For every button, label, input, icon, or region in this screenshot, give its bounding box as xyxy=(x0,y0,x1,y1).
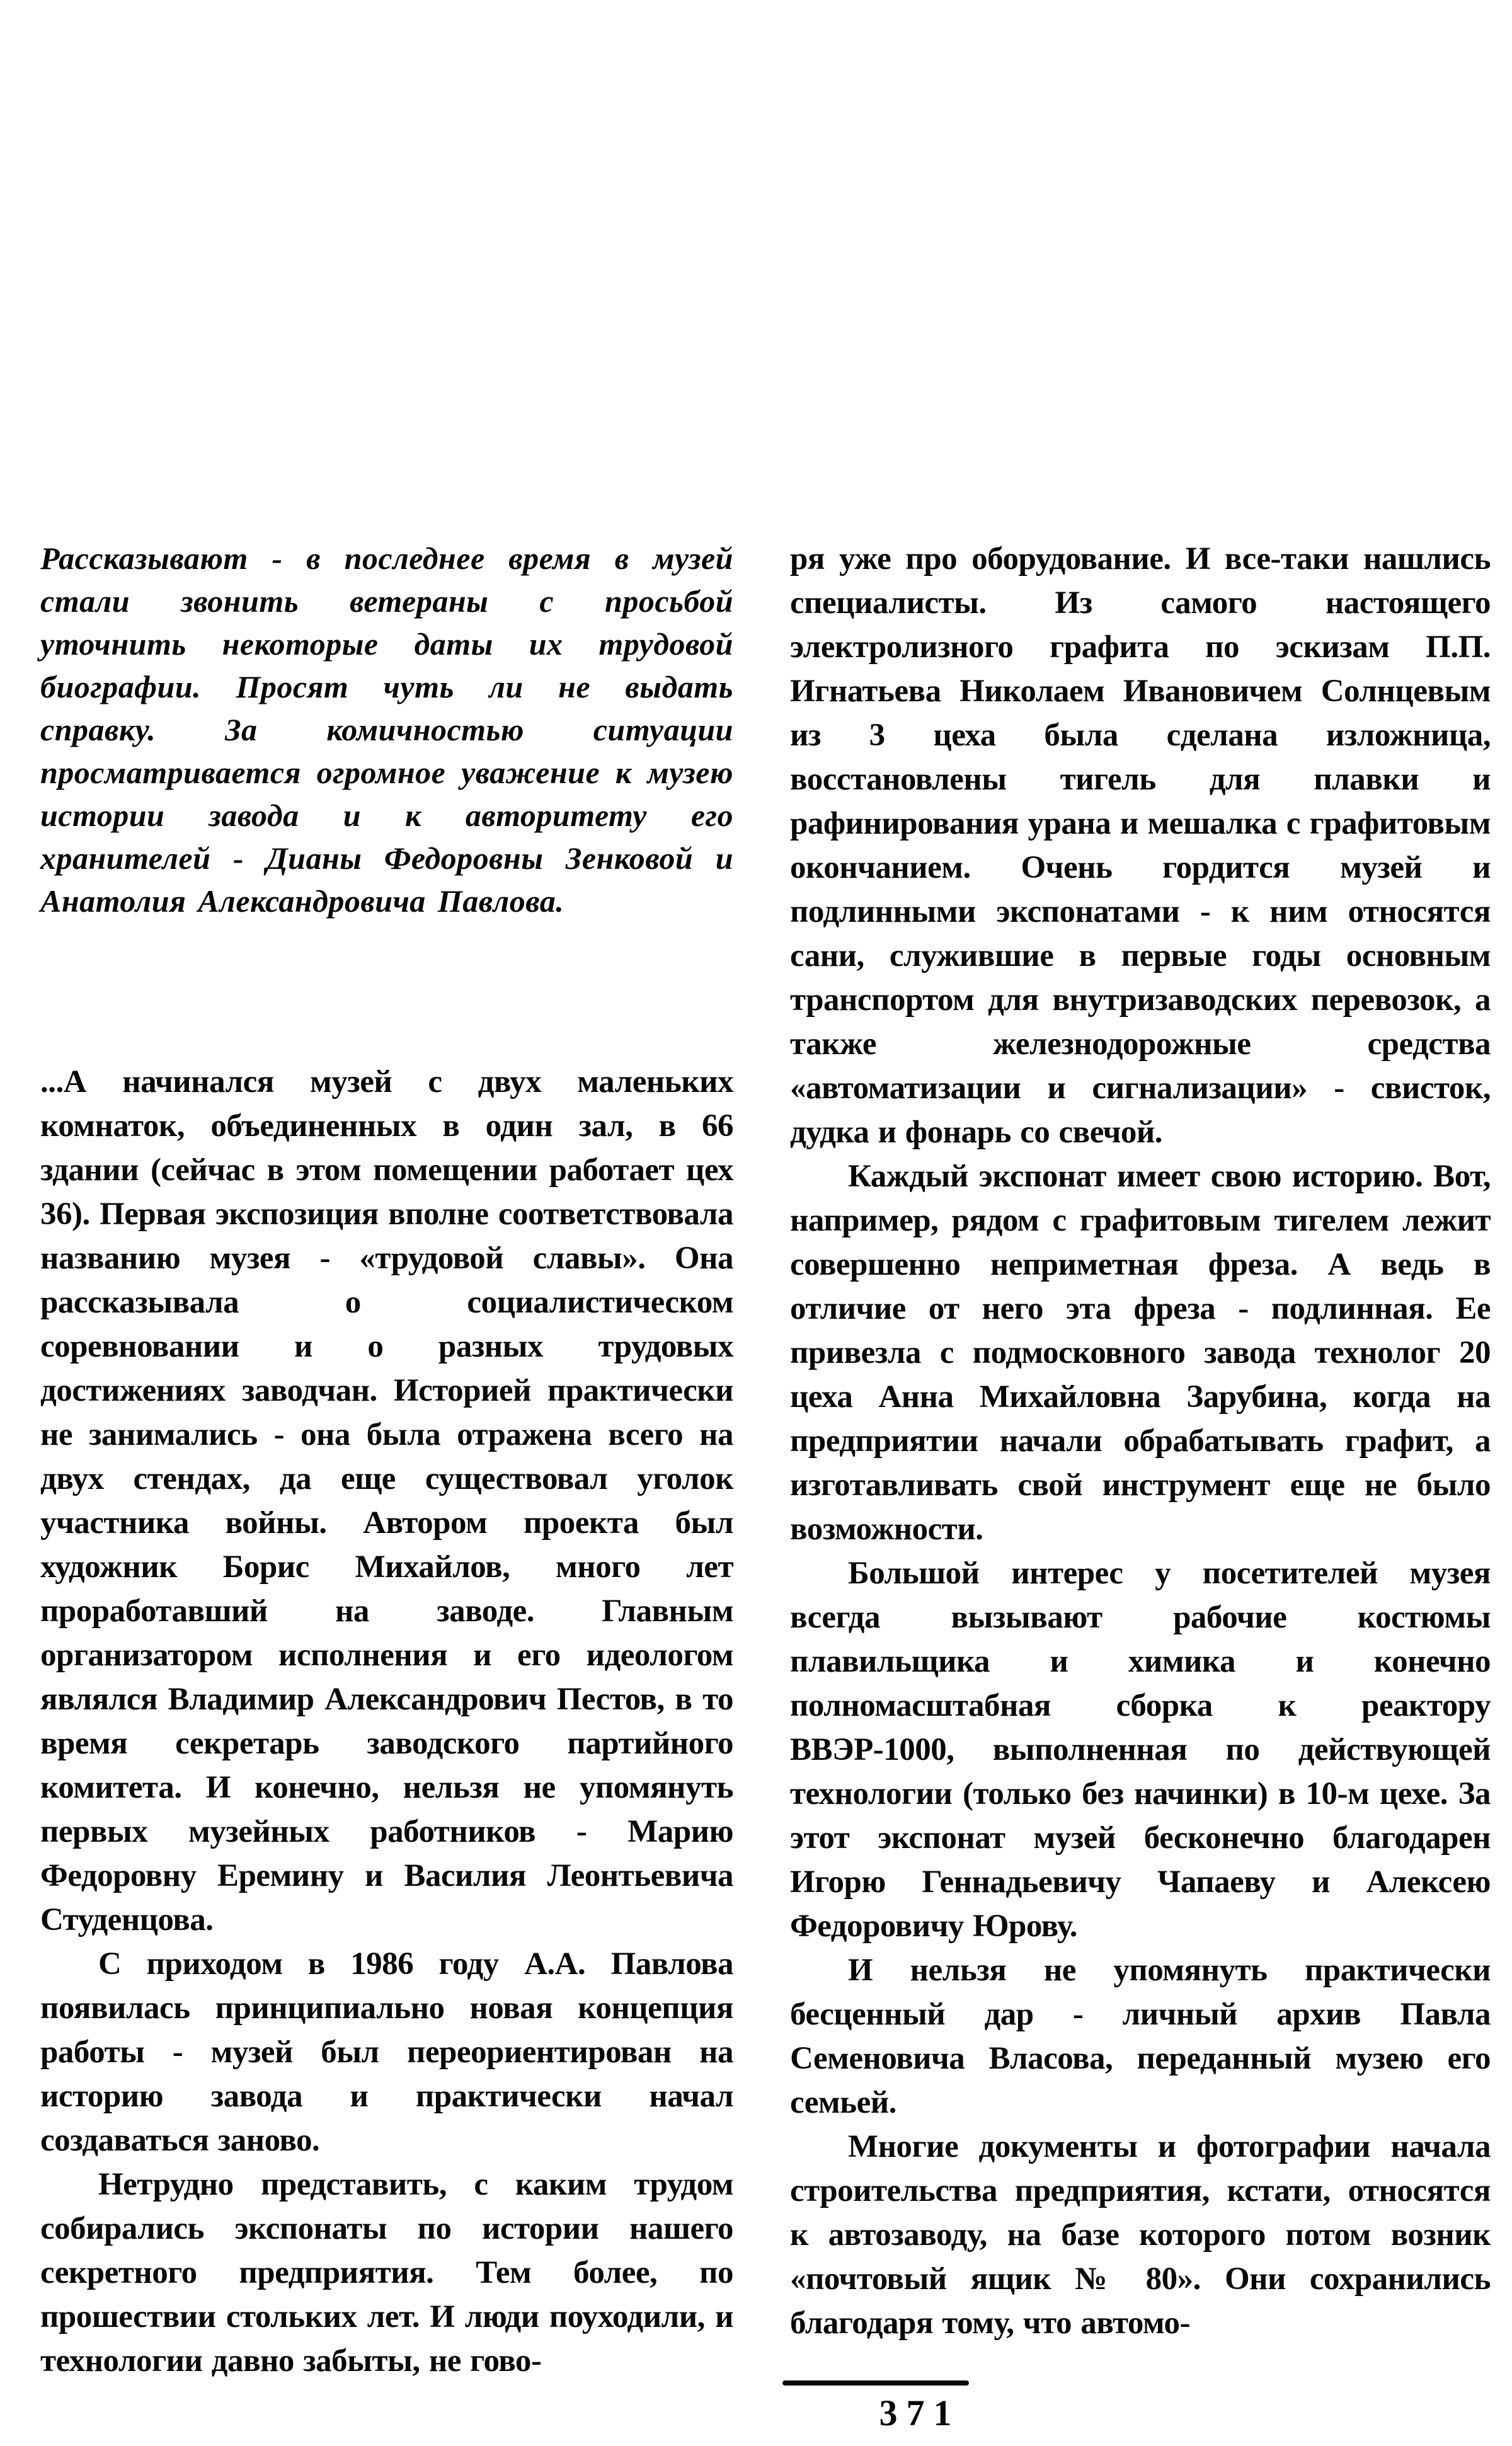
paragraph-vlasov-archive: И нельзя не упомянуть практически бесценный дар - личный архив Павла Семеновича Власова, переданный музею его семьей. xyxy=(790,1953,1491,2120)
left-text-column xyxy=(40,537,733,2383)
paragraph-museum-beginning: ...А начинался музей с двух маленьких комнаток, объединенных в один зал, в 66 здании (сейчас в этом помещении работает цех 36). Первая экспозиция вполне соответствовала названию музея - «трудовой славы». Она рассказывала о социалистическом соревновании и о разных трудовых достижениях заводчан. Историей практически не занимались - она была отражена всего на двух стендах, да еще существовал уголок участника войны. Автором проекта был художник Борис Михайлов, много лет проработавший на заводе. Главным организатором исполнения и его идеологом являлся Владимир Александрович Пестов, в то время секретарь заводского партийного комитета. И конечно, нельзя не упомянуть первых музейных работников - Марию Федоровну Еремину и Василия Леонтьевича Студенцова. xyxy=(40,1064,733,1938)
paragraph-documents-photos: Многие документы и фотографии начала строительства предприятия, кстати, относятся к автозаводу, на базе которого потом возник «почтовый ящик № 80». Они сохранились благодаря тому, что автомо- xyxy=(790,2129,1491,2341)
paragraph-exhibit-history: Каждый экспонат имеет свою историю. Вот, например, рядом с графитовым тигелем лежит совершенно неприметная фреза. А ведь в отличие от него эта фреза - подлинная. Ее привезла с подмосковного завода технолог 20 цеха Анна Михайловна Зарубина, когда на предприятии начали обрабатывать графит, а изготавливать свой инструмент еще не было возможности. xyxy=(790,1159,1491,1547)
intro-italic-paragraph: Рассказывают - в последнее время в музей стали звонить ветераны с просьбой уточнить некоторые даты их трудовой биографии. Просят чуть ли не выдать справку. За комичностью ситуации просматривается огромное уважение к музею истории завода и к авторитету его хранителей - Дианы Федоровны Зенковой и Анатолия Александровича Павлова. xyxy=(40,541,733,919)
footer-divider-rule xyxy=(782,2380,969,2386)
paragraph-visitor-interest: Большой интерес у посетителей музея всегда вызывают рабочие костюмы плавильщика и химика и конечно полномасштабная сборка к реактору ВВЭР-1000, выполненная по действующей технологии (только без начинки) в 10-м цехе. За этот экспонат музей бесконечно благодарен Игорю Геннадьевичу Чапаеву и Алексею Федоровичу Юрову. xyxy=(790,1556,1491,1944)
right-text-column xyxy=(790,537,1491,2345)
paragraph-collecting-exhibits: Нетрудно представить, с каким трудом собирались экспонаты по истории нашего секретного предприятия. Тем более, по прошествии стольких лет. И люди поуходили, и технологии давно забыты, не гово- xyxy=(40,2167,733,2379)
page-number: 371 xyxy=(879,2392,961,2433)
paragraph-equipment-specialists: ря уже про оборудование. И все-таки нашлись специалисты. Из самого настоящего электролизного графита по эскизам П.П. Игнатьева Николаем Ивановичем Солнцевым из 3 цеха была сделана изложница, восстановлены тигель для плавки и рафинирования урана и мешалка с графитовым окончанием. Очень гордится музей и подлинными экспонатами - к ним относятся сани, служившие в первые годы основным транспортом для внутризаводских перевозок, а также железнодорожные средства «автоматизации и сигнализации» - свисток, дудка и фонарь со свечой. xyxy=(790,541,1491,1150)
paragraph-1986-concept: С приходом в 1986 году А.А. Павлова появилась принципиально новая концепция работы - музей был переориентирован на историю завода и практически начал создаваться заново. xyxy=(40,1946,733,2158)
